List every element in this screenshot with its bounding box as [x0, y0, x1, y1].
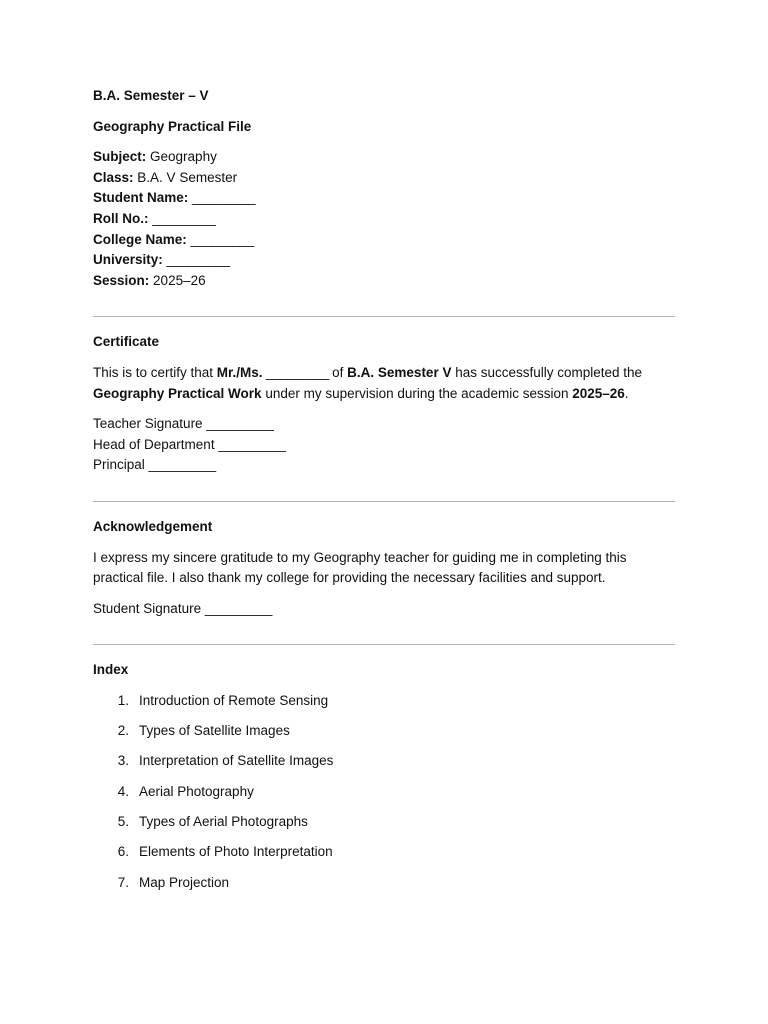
hod-signature: Head of Department _________ — [93, 436, 286, 452]
detail-session: Session: 2025–26 — [93, 272, 206, 288]
index-text: Map Projection — [139, 874, 230, 890]
index-text: Elements of Photo Interpretation — [139, 844, 333, 860]
index-item — [93, 782, 675, 803]
signature-block — [93, 414, 675, 476]
index-title: Index — [93, 662, 129, 678]
semester-heading: B.A. Semester – V — [93, 88, 209, 103]
index-text: Aerial Photography — [139, 783, 254, 799]
detail-subject: Subject: Geography — [93, 149, 217, 165]
details-block — [93, 147, 675, 291]
divider — [93, 644, 675, 645]
certificate-title: Certificate — [93, 334, 160, 350]
detail-class: Class: B.A. V Semester — [93, 169, 238, 185]
divider-1-wrap — [93, 316, 675, 317]
index-number: 3. — [117, 753, 129, 769]
index-item — [93, 691, 675, 712]
divider-2-wrap — [93, 501, 675, 502]
detail-student-name: Student Name: _________ — [93, 190, 256, 206]
divider — [93, 501, 675, 502]
index-number: 5. — [117, 814, 129, 829]
index-number: 6. — [117, 844, 129, 860]
acknowledgement-text: I express my sincere gratitude to my Geography teacher for guiding me in completing this practical file. I also thank my college for providing the necessary facilities and support. — [93, 549, 627, 586]
index-item — [93, 751, 675, 772]
index-item — [93, 873, 675, 894]
index-number: 1. — [117, 692, 129, 708]
index-text: Interpretation of Satellite Images — [139, 753, 334, 769]
index-item — [93, 721, 675, 742]
index-item — [93, 812, 675, 833]
detail-college-name: College Name: _________ — [93, 231, 254, 247]
acknowledgement-title: Acknowledgement — [93, 518, 213, 534]
index-list — [93, 691, 675, 893]
teacher-signature: Teacher Signature _________ — [93, 416, 274, 432]
detail-roll-no: Roll No.: _________ — [93, 210, 216, 226]
file-title: Geography Practical File — [93, 118, 252, 134]
index-number: 7. — [117, 874, 129, 890]
divider-3-wrap — [93, 644, 675, 645]
index-item — [93, 842, 675, 863]
student-signature: Student Signature _________ — [93, 600, 273, 616]
index-number: 4. — [117, 783, 129, 799]
index-text: Introduction of Remote Sensing — [139, 692, 329, 708]
principal-signature: Principal _________ — [93, 457, 217, 473]
index-text: Types of Aerial Photographs — [139, 814, 308, 829]
detail-university: University: _________ — [93, 252, 230, 268]
index-number: 2. — [117, 723, 129, 739]
document-content — [93, 86, 675, 893]
divider — [93, 316, 675, 317]
index-text: Types of Satellite Images — [139, 723, 290, 739]
certificate-text: This is to certify that Mr./Ms. _________ of B.A. Semester V has successfully completed the Geography Practical Work under my supervision during the academic session 2025–26. — [93, 364, 643, 401]
